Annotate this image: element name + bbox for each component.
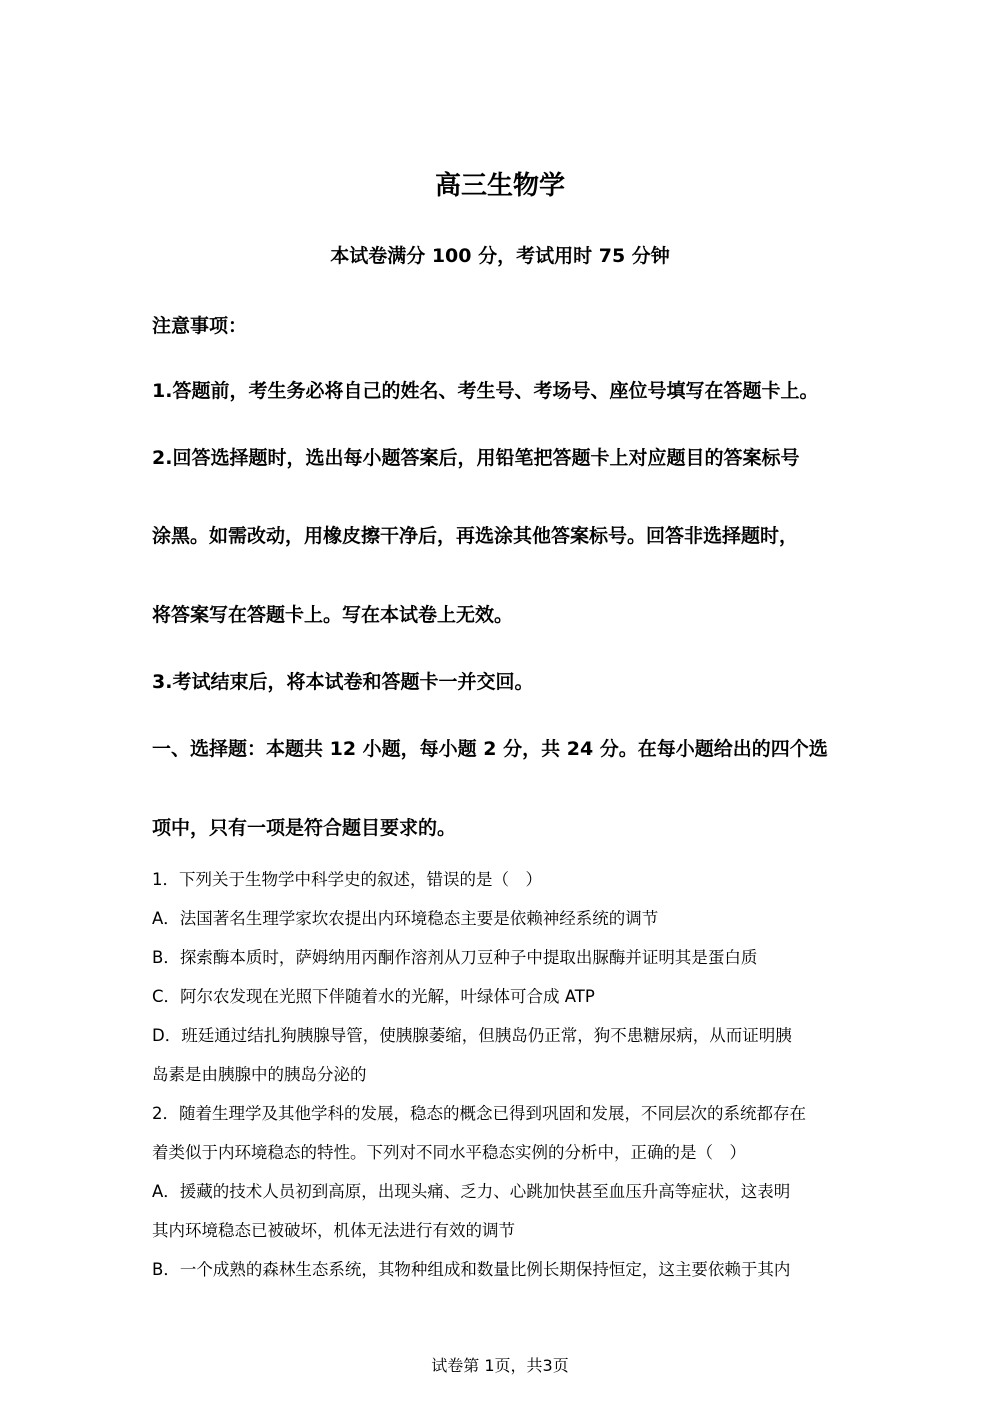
question-2-option-a-line-2: 其内环境稳态已被破坏，机体无法进行有效的调节 — [152, 1221, 515, 1240]
question-2-option-b-line-1: B．一个成熟的森林生态系统，其物种组成和数量比例长期保持恒定，这主要依赖于其内 — [152, 1260, 791, 1279]
question-2-stem-line-1: 2．随着生理学及其他学科的发展，稳态的概念已得到巩固和发展，不同层次的系统都存在 — [152, 1104, 806, 1123]
section-heading-line-1: 一、选择题：本题共 12 小题，每小题 2 分，共 24 分。在每小题给出的四个选 — [152, 738, 828, 760]
notice-heading: 注意事项： — [152, 315, 248, 337]
exam-subtitle: 本试卷满分 100 分，考试用时 75 分钟 — [330, 245, 670, 267]
page-footer: 试卷第 1页，共3页 — [431, 1356, 569, 1375]
question-2-stem-line-2: 着类似于内环境稳态的特性。下列对不同水平稳态实例的分析中，正确的是（ ） — [152, 1143, 746, 1162]
question-1-stem: 1．下列关于生物学中科学史的叙述，错误的是（ ） — [152, 870, 542, 889]
notice-item-3: 3.考试结束后，将本试卷和答题卡一并交回。 — [152, 671, 534, 693]
question-1-option-d-line-1: D．班廷通过结扎狗胰腺导管，使胰腺萎缩，但胰岛仍正常，狗不患糖尿病，从而证明胰 — [152, 1026, 792, 1045]
question-1-option-b: B．探索酶本质时，萨姆纳用丙酮作溶剂从刀豆种子中提取出脲酶并证明其是蛋白质 — [152, 948, 758, 967]
exam-title: 高三生物学 — [434, 171, 565, 201]
section-heading-line-2: 项中，只有一项是符合题目要求的。 — [152, 817, 457, 839]
question-2-option-a-line-1: A．援藏的技术人员初到高原，出现头痛、乏力、心跳加快甚至血压升高等症状，这表明 — [152, 1182, 791, 1201]
question-1-option-d-line-2: 岛素是由胰腺中的胰岛分泌的 — [152, 1065, 367, 1084]
notice-item-2-line-2: 涂黑。如需改动，用橡皮擦干净后，再选涂其他答案标号。回答非选择题时， — [152, 525, 799, 547]
notice-item-2-line-3: 将答案写在答题卡上。写在本试卷上无效。 — [152, 604, 514, 626]
notice-item-1: 1.答题前，考生务必将自己的姓名、考生号、考场号、座位号填写在答题卡上。 — [152, 380, 819, 402]
notice-item-2-line-1: 2.回答选择题时，选出每小题答案后，用铅笔把答题卡上对应题目的答案标号 — [152, 447, 800, 469]
question-1-option-a: A．法国著名生理学家坎农提出内环境稳态主要是依赖神经系统的调节 — [152, 909, 659, 928]
question-1-option-c: C．阿尔农发现在光照下伴随着水的光解，叶绿体可合成 ATP — [152, 987, 595, 1006]
